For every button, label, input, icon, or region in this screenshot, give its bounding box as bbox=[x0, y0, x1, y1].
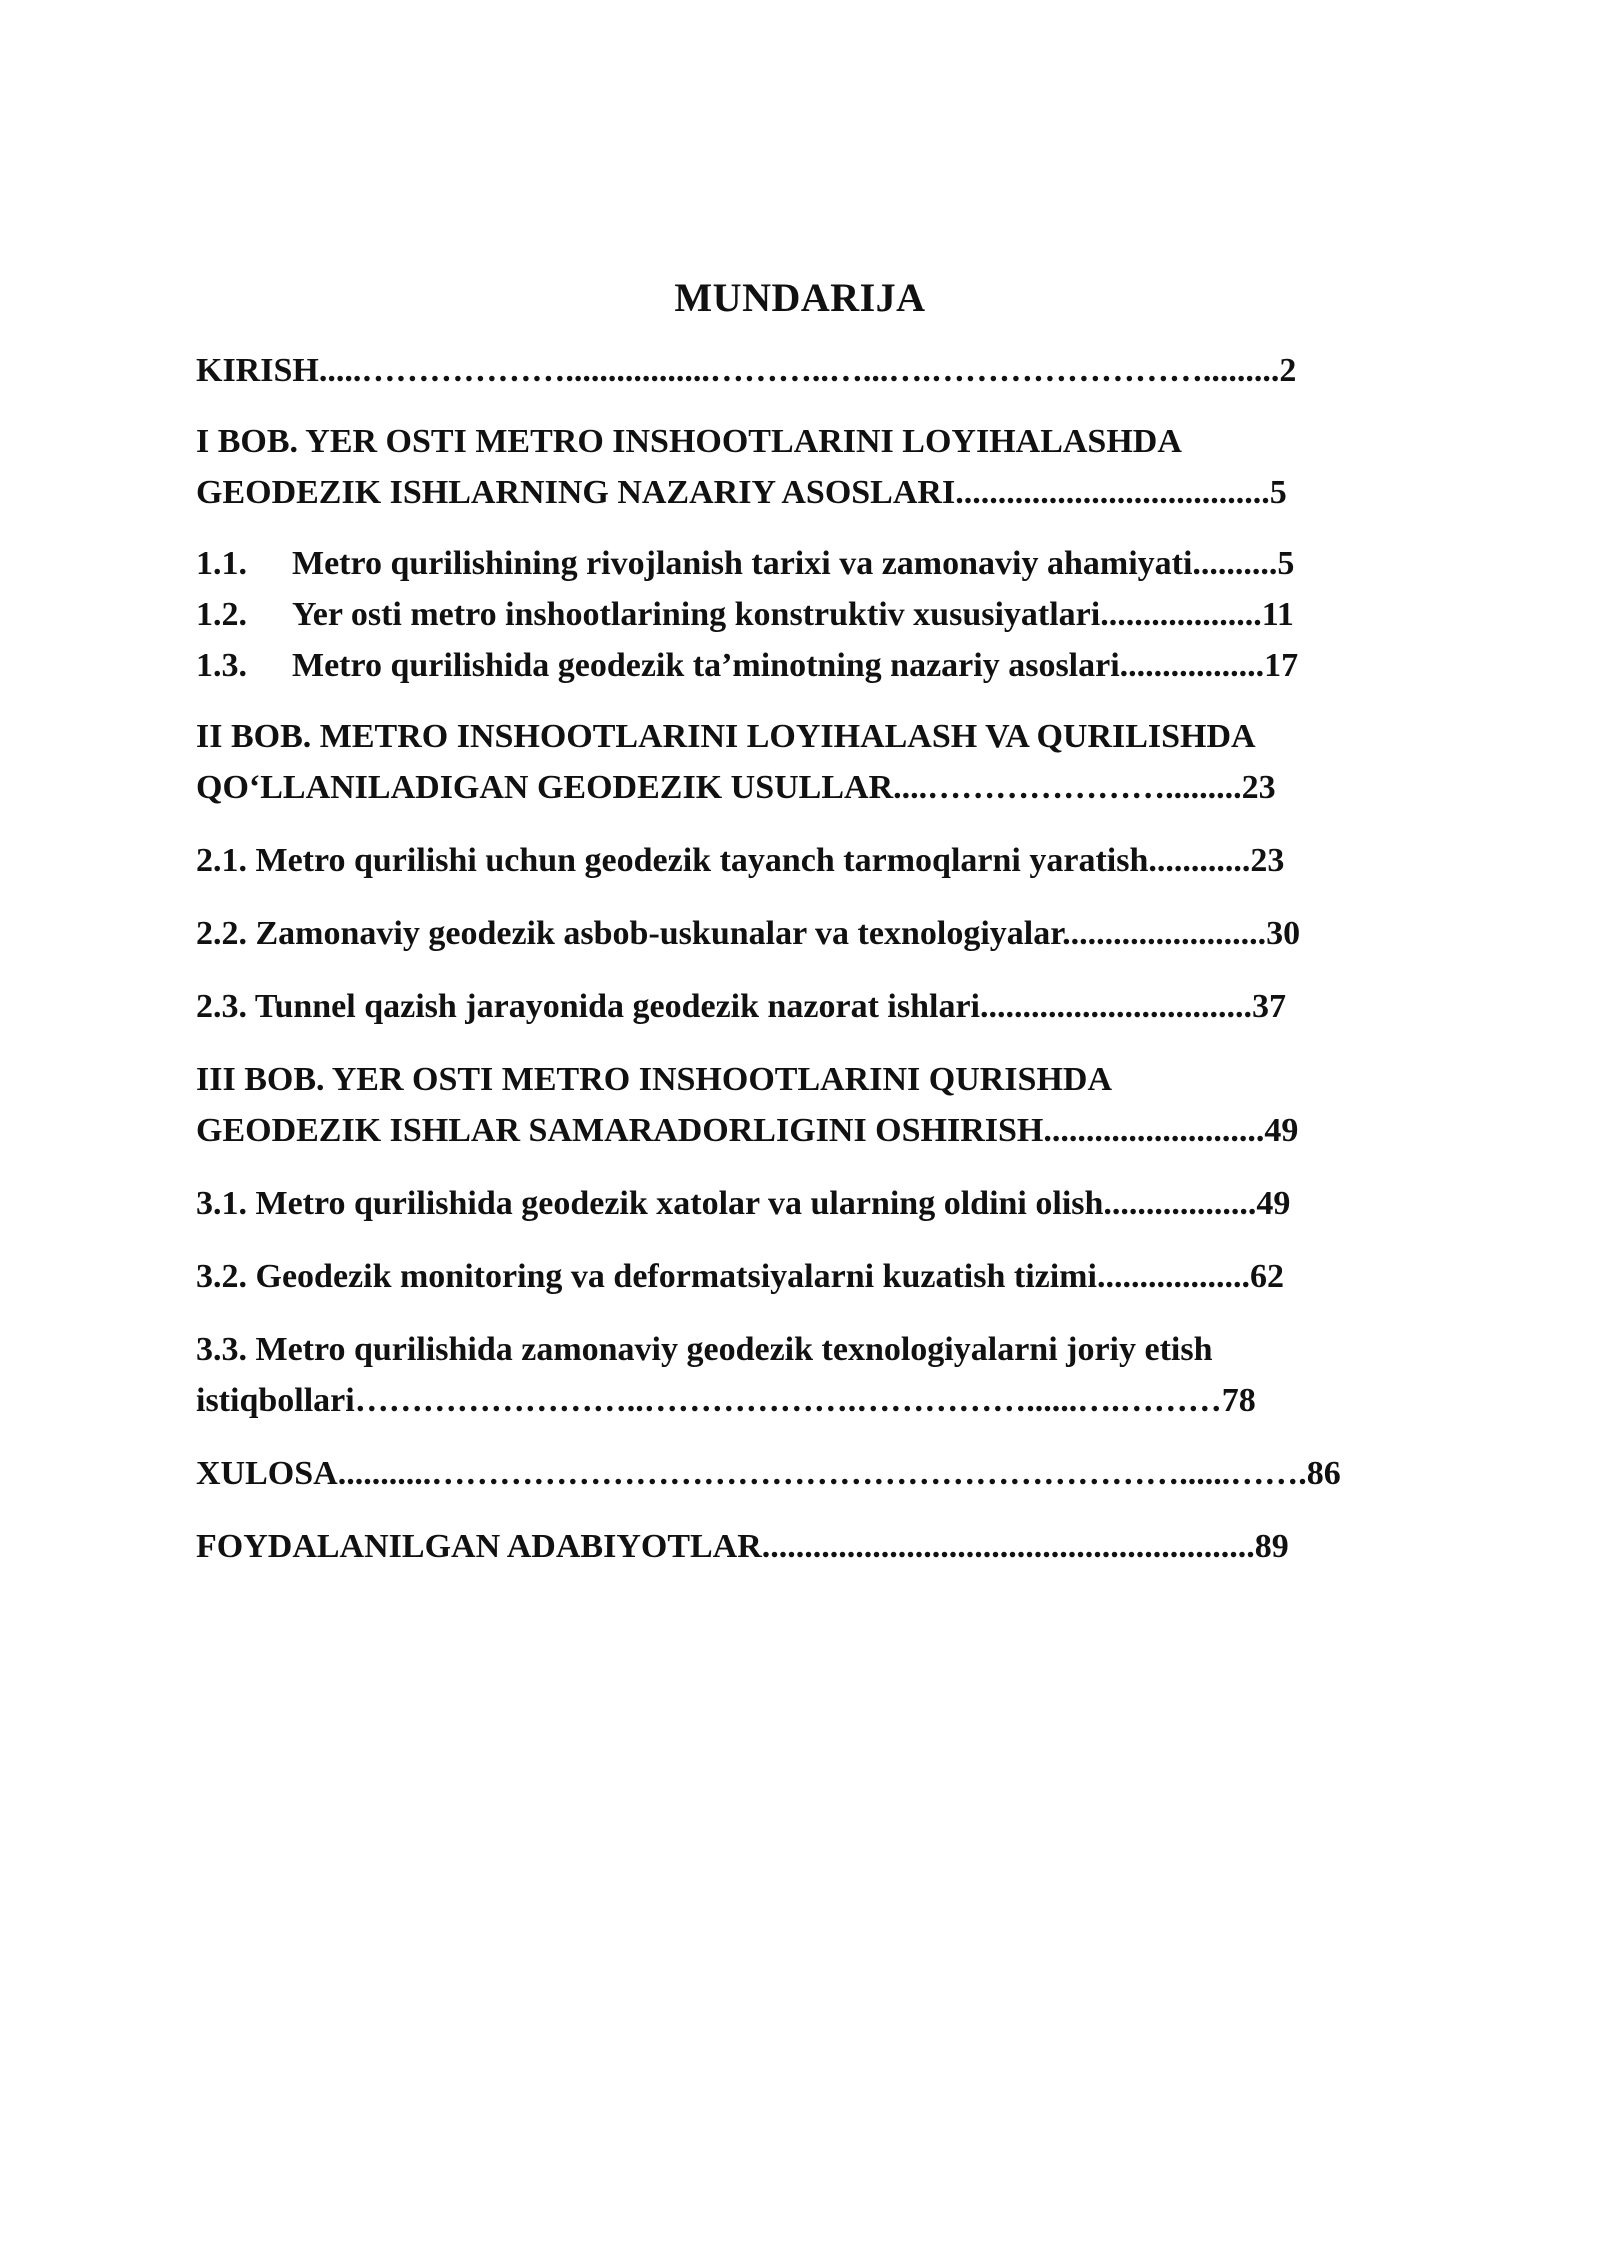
toc-line: 2.3. Tunnel qazish jarayonida geodezik nazorat ishlari................................37 bbox=[196, 988, 1286, 1025]
toc-entry-references[interactable] bbox=[196, 1521, 1416, 1572]
section-title: Metro qurilishining rivojlanish tarixi va zamonaviy ahamiyati..........5 bbox=[292, 545, 1295, 582]
toc-line: QO‘LLANILADIGAN GEODEZIK USULLAR....………………….........23 bbox=[196, 769, 1276, 806]
toc-entry-2-2[interactable] bbox=[196, 908, 1416, 959]
toc-entry-3-3[interactable] bbox=[196, 1324, 1416, 1426]
toc-line: FOYDALANILGAN ADABIYOTLAR..........................................................89 bbox=[196, 1528, 1289, 1565]
toc-line: istiqbollari……………………..……………….……………......….………78 bbox=[196, 1382, 1256, 1419]
toc-line: 2.2. Zamonaviy geodezik asbob-uskunalar va texnologiyalar........................30 bbox=[196, 915, 1301, 952]
section-number: 1.3. bbox=[196, 647, 247, 684]
toc-entry-1-3[interactable] bbox=[196, 640, 1416, 691]
toc-entry-conclusion[interactable] bbox=[196, 1448, 1416, 1499]
toc-entry-chapter-3[interactable] bbox=[196, 1054, 1416, 1156]
toc-entry-2-1[interactable] bbox=[196, 835, 1416, 886]
toc-line: GEODEZIK ISHLARNING NAZARIY ASOSLARI.....................................5 bbox=[196, 474, 1287, 511]
toc-line: I BOB. YER OSTI METRO INSHOOTLARINI LOYIHALASHDA bbox=[196, 423, 1182, 460]
toc-line: III BOB. YER OSTI METRO INSHOOTLARINI QURISHDA bbox=[196, 1061, 1112, 1098]
toc-entry-1-1[interactable] bbox=[196, 538, 1416, 589]
toc-entry-2-3[interactable] bbox=[196, 981, 1416, 1032]
toc-line: II BOB. METRO INSHOOTLARINI LOYIHALASH VA QURILISHDA bbox=[196, 718, 1256, 755]
toc-line: 3.3. Metro qurilishida zamonaviy geodezik texnologiyalarni joriy etish bbox=[196, 1331, 1213, 1368]
toc-line: KIRISH.....……………….................………..…...….…………………….........2 bbox=[196, 352, 1297, 389]
toc-entry-1-2[interactable] bbox=[196, 589, 1416, 640]
toc-line: 3.2. Geodezik monitoring va deformatsiyalarni kuzatish tizimi..................62 bbox=[196, 1258, 1284, 1295]
section-number: 1.2. bbox=[196, 596, 247, 633]
table-of-contents bbox=[196, 345, 1416, 1572]
toc-entry-introduction[interactable] bbox=[196, 345, 1416, 396]
section-title: Yer osti metro inshootlarining konstruktiv xususiyatlari...................11 bbox=[292, 596, 1294, 633]
toc-line: GEODEZIK ISHLAR SAMARADORLIGINI OSHIRISH..........................49 bbox=[196, 1112, 1299, 1149]
toc-entry-chapter-1[interactable] bbox=[196, 416, 1416, 518]
toc-entry-3-2[interactable] bbox=[196, 1251, 1416, 1302]
toc-title: MUNDARIJA bbox=[674, 275, 926, 320]
toc-entry-chapter-2[interactable] bbox=[196, 711, 1416, 813]
toc-line: 2.1. Metro qurilishi uchun geodezik tayanch tarmoqlarni yaratish............23 bbox=[196, 842, 1285, 879]
section-number: 1.1. bbox=[196, 545, 247, 582]
section-title: Metro qurilishida geodezik ta’minotning nazariy asoslari.................17 bbox=[292, 647, 1299, 684]
toc-entry-3-1[interactable] bbox=[196, 1178, 1416, 1229]
toc-line: XULOSA...........…………………………………………………………......…….86 bbox=[196, 1455, 1341, 1492]
toc-line: 3.1. Metro qurilishida geodezik xatolar va ularning oldini olish..................49 bbox=[196, 1185, 1291, 1222]
